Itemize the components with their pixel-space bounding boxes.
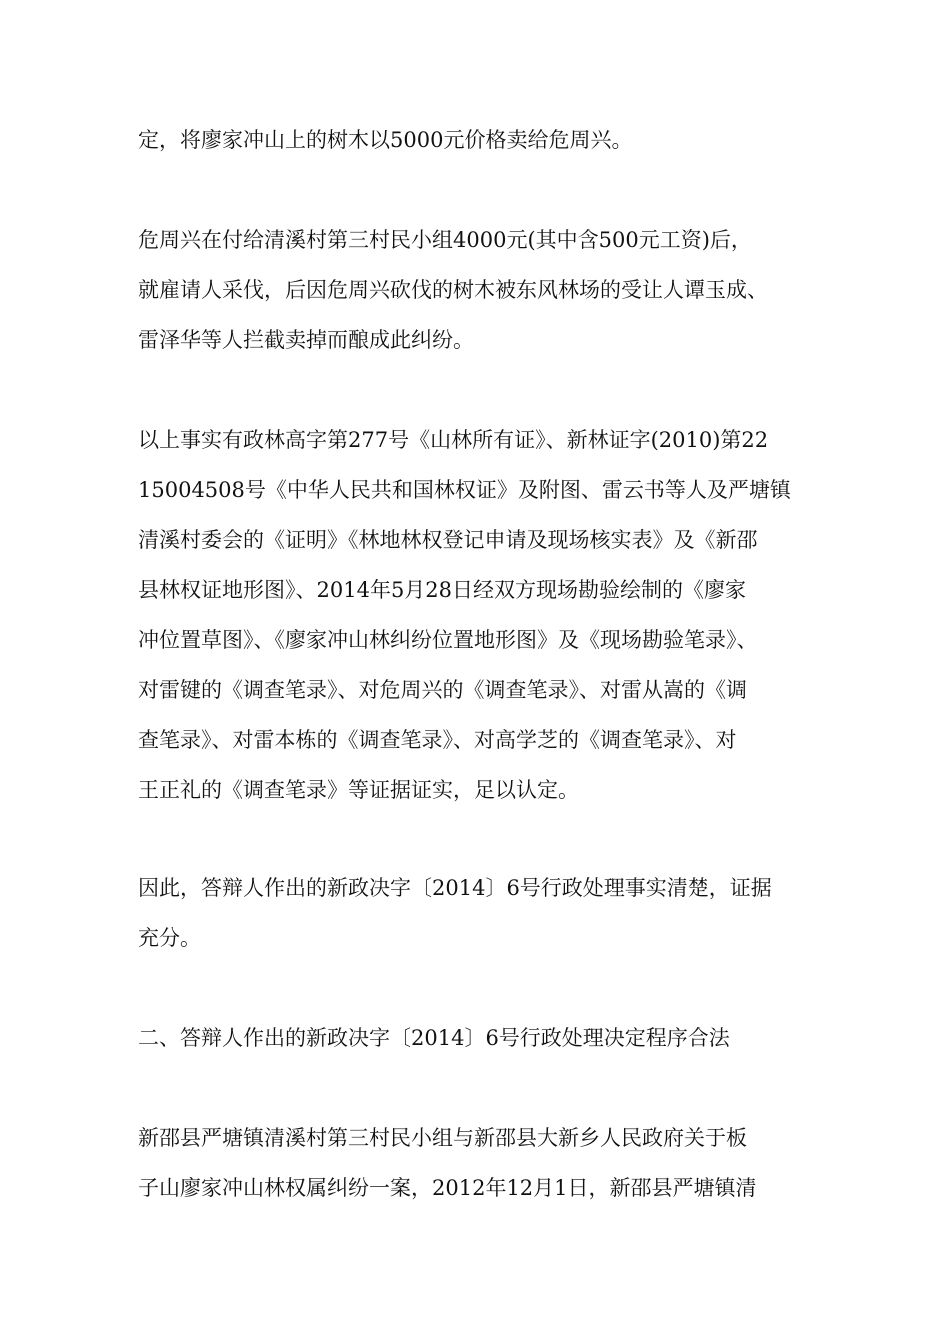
text-line: 县林权证地形图》、2014年5月28日经双方现场勘验绘制的《廖家	[138, 578, 747, 602]
section-heading	[138, 1013, 828, 1063]
text-line: 危周兴在付给清溪村第三村民小组4000元(其中含500元工资)后，	[138, 228, 752, 252]
text-line: 15004508号《中华人民共和国林权证》及附图、雷云书等人及严塘镇	[138, 478, 791, 502]
paragraph-2	[138, 215, 828, 365]
paragraph-4	[138, 863, 828, 963]
text-line: 以上事实有政林高字第277号《山林所有证》、新林证字(2010)第22	[138, 428, 769, 452]
text-line: 新邵县严塘镇清溪村第三村民小组与新邵县大新乡人民政府关于板	[138, 1126, 747, 1150]
text-line: 王正礼的《调查笔录》等证据证实，足以认定。	[138, 778, 579, 802]
paragraph-1	[138, 115, 828, 165]
text-line: 因此，答辩人作出的新政决字〔2014〕6号行政处理事实清楚，证据	[138, 876, 772, 900]
text-line: 定，将廖家冲山上的树木以5000元价格卖给危周兴。	[138, 128, 633, 152]
paragraph-3	[138, 415, 828, 815]
text-line: 雷泽华等人拦截卖掉而酿成此纠纷。	[138, 328, 474, 352]
text-line: 冲位置草图》、《廖家冲山林纠纷位置地形图》及《现场勘验笔录》、	[138, 628, 758, 652]
text-line: 查笔录》、对雷本栋的《调查笔录》、对高学芝的《调查笔录》、对	[138, 728, 737, 752]
text-line: 子山廖家冲山林权属纠纷一案，2012年12月1日，新邵县严塘镇清	[138, 1176, 757, 1200]
text-line: 就雇请人采伐，后因危周兴砍伐的树木被东风林场的受让人谭玉成、	[138, 278, 768, 302]
text-line: 清溪村委会的《证明》《林地林权登记申请及现场核实表》及《新邵	[138, 528, 758, 552]
paragraph-6	[138, 1113, 828, 1213]
text-line: 对雷键的《调查笔录》、对危周兴的《调查笔录》、对雷从嵩的《调	[138, 678, 747, 702]
text-line: 充分。	[138, 926, 201, 950]
text-line: 二、答辩人作出的新政决字〔2014〕6号行政处理决定程序合法	[138, 1026, 730, 1050]
